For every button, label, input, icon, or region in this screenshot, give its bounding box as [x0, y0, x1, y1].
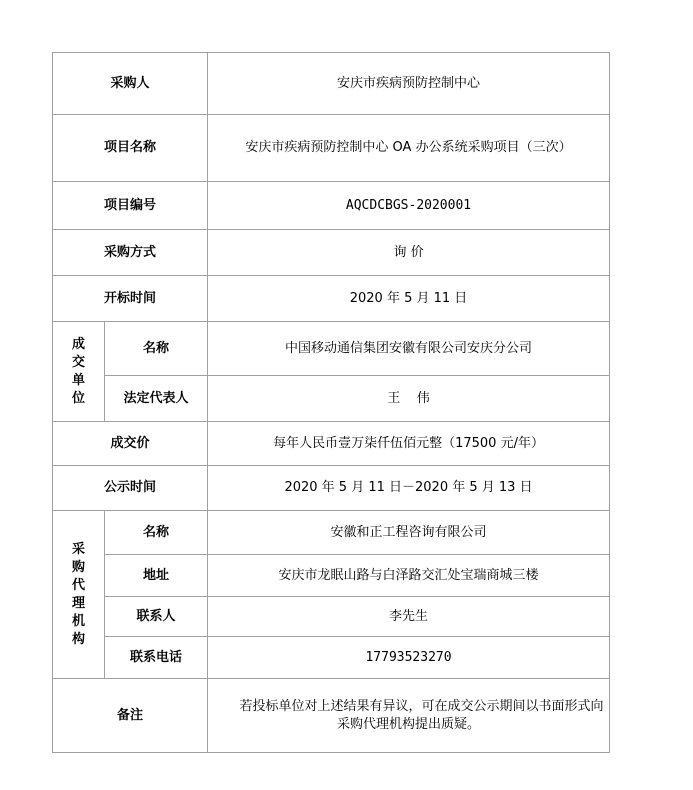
row-publicity-time: [53, 466, 610, 511]
legal-representative-value: 王 伟: [208, 376, 610, 422]
procurement-method-label: 采购方式: [53, 230, 208, 276]
agency-phone-label: 联系电话: [105, 637, 208, 679]
project-name-value: 安庆市疾病预防控制中心 OA 办公系统采购项目（三次）: [208, 115, 610, 182]
remarks-value: 若投标单位对上述结果有异议，可在成交公示期间以书面形式向采购代理机构提出质疑。: [208, 679, 610, 753]
project-name-label: 项目名称: [53, 115, 208, 182]
agency-contact-label: 联系人: [105, 597, 208, 637]
row-agency-address: [53, 555, 610, 597]
agency-name-value: 安徽和正工程咨询有限公司: [208, 511, 610, 555]
winning-unit-group-label: 成交单位: [53, 322, 105, 422]
row-legal-representative: [53, 376, 610, 422]
row-bid-opening-time: [53, 276, 610, 322]
winning-unit-name-value: 中国移动通信集团安徽有限公司安庆分公司: [208, 322, 610, 376]
result-notice-table: [52, 52, 610, 753]
agency-name-label: 名称: [105, 511, 208, 555]
agency-address-value: 安庆市龙眠山路与白泽路交汇处宝瑞商城三楼: [208, 555, 610, 597]
winning-unit-name-label: 名称: [105, 322, 208, 376]
agency-group-label: 采购代理机构: [53, 511, 105, 679]
row-deal-price: [53, 422, 610, 466]
procurement-method-value: 询 价: [208, 230, 610, 276]
row-agency-phone: [53, 637, 610, 679]
bid-opening-time-label: 开标时间: [53, 276, 208, 322]
publicity-time-value: 2020 年 5 月 11 日－2020 年 5 月 13 日: [208, 466, 610, 511]
agency-phone-value: 17793523270: [208, 637, 610, 679]
row-purchaser: [53, 53, 610, 115]
row-project-number: [53, 182, 610, 230]
legal-representative-label: 法定代表人: [105, 376, 208, 422]
remarks-label: 备注: [53, 679, 208, 753]
deal-price-value: 每年人民币壹万柒仟伍佰元整（17500 元/年）: [208, 422, 610, 466]
purchaser-label: 采购人: [53, 53, 208, 115]
agency-contact-value: 李先生: [208, 597, 610, 637]
row-agency-contact: [53, 597, 610, 637]
project-number-label: 项目编号: [53, 182, 208, 230]
agency-address-label: 地址: [105, 555, 208, 597]
row-procurement-method: [53, 230, 610, 276]
publicity-time-label: 公示时间: [53, 466, 208, 511]
row-agency-name: [53, 511, 610, 555]
deal-price-label: 成交价: [53, 422, 208, 466]
row-remarks: [53, 679, 610, 753]
project-number-value: AQCDCBGS-2020001: [208, 182, 610, 230]
row-project-name: [53, 115, 610, 182]
row-winning-unit-name: [53, 322, 610, 376]
purchaser-value: 安庆市疾病预防控制中心: [208, 53, 610, 115]
bid-opening-time-value: 2020 年 5 月 11 日: [208, 276, 610, 322]
